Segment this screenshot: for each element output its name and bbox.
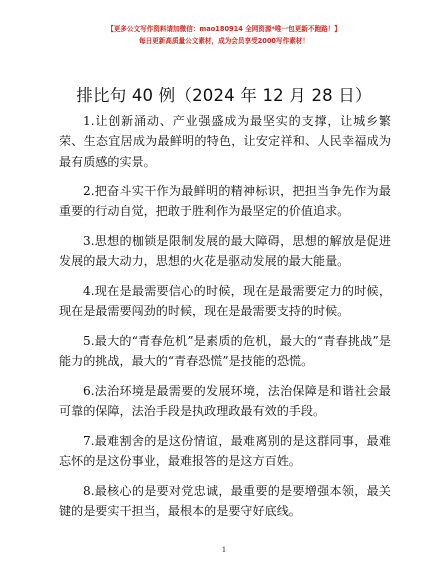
document-title: 排比句 40 例（2024 年 12 月 28 日） — [76, 86, 372, 105]
paragraph-8: 8.最核心的是要对党忠诚，最重要的是要增强本领，最关键的是要实干担当，最根本的是要守好底线。 — [59, 483, 391, 518]
paragraph-2: 2.把奋斗实干作为最鲜明的精神标识，把担当争先作为最重要的行动自觉，把敢于胜利作为最坚定的价值追求。 — [59, 184, 391, 219]
document-body — [59, 111, 391, 530]
paragraph-4: 4.现在是最需要信心的时候，现在是最需要定力的时候，现在是最需要闯劲的时候，现在是最需要支持的时候。 — [59, 283, 391, 319]
promo-banner-line-2: 每日更新高质量公文素材，成为会员享受2000写作素材！ — [138, 37, 309, 45]
paragraph-1: 1.让创新涌动、产业强盛成为最坚实的支撑，让城乡繁荣、生态宜居成为最鲜明的特色，让安定祥和、人民幸福成为最有质感的实景。 — [59, 114, 391, 169]
paragraph-6: 6.法治环境是最需要的发展环境，法治保障是和谐社会最可靠的保障，法治手段是执政理政最有效的手段。 — [59, 383, 391, 419]
paragraph-7: 7.最难割舍的是这份情谊，最难离别的是这群同事，最难忘怀的是这份事业，最难报答的是这方百姓。 — [59, 433, 391, 468]
page-number: 1 — [221, 545, 227, 554]
promo-banner-line-1: 【更多公文写作资料请加微信：mao180914 全网资源*唯一包更新不跑路！】 — [107, 25, 341, 33]
paragraph-3: 3.思想的枷锁是限制发展的最大障碍，思想的解放是促进发展的最大动力，思想的火花是驱动发展的最大能量。 — [59, 234, 391, 269]
paragraph-5: 5.最大的“青春危机”是素质的危机，最大的“青春挑战”是能力的挑战，最大的“青春恐慌”是技能的恐慌。 — [59, 333, 391, 369]
promo-banner — [0, 24, 448, 47]
